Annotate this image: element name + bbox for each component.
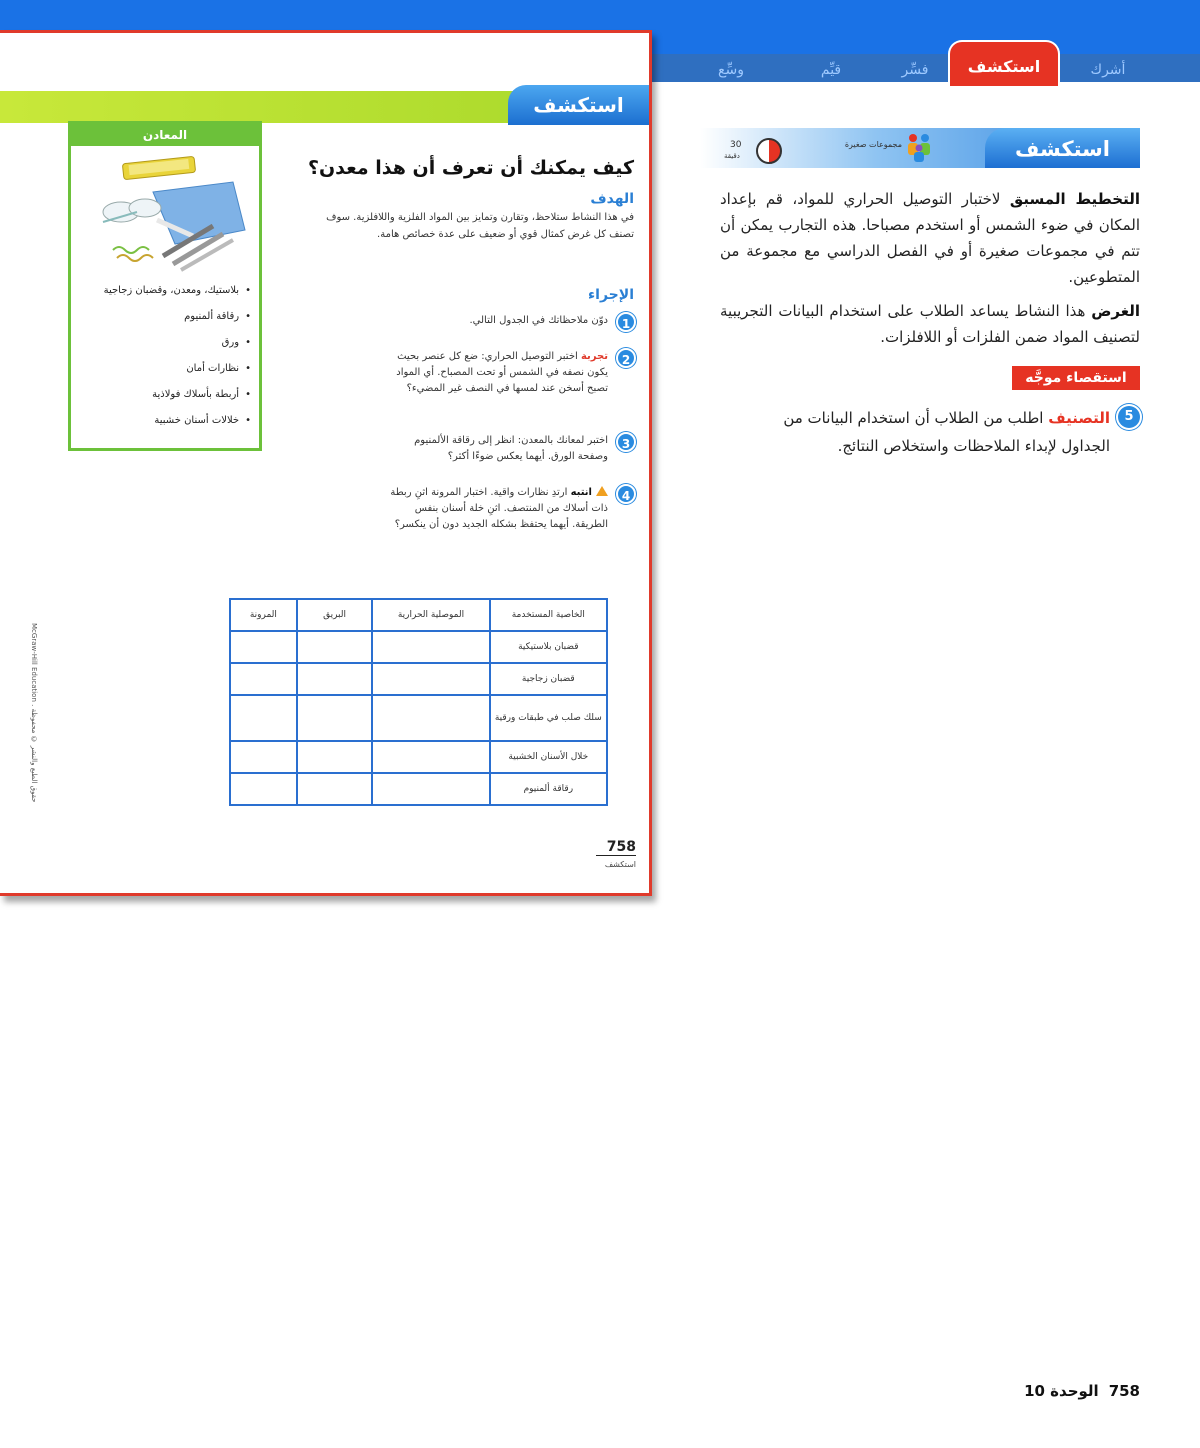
page-number: 758 — [596, 839, 636, 856]
purpose-label: الغرض — [1091, 302, 1140, 320]
materials-list — [81, 284, 251, 440]
teacher-step — [750, 404, 1140, 460]
table-cell-empty[interactable] — [297, 695, 373, 741]
procedure-step — [384, 349, 634, 397]
step-number: 3 — [616, 432, 636, 452]
materials-photo — [83, 152, 253, 278]
tab-extend[interactable]: وسِّع — [718, 62, 744, 78]
list-item: • ورق — [81, 336, 251, 350]
table-cell-empty[interactable] — [297, 773, 373, 805]
guided-inquiry-tag: استقصاء موجَّه — [1012, 366, 1140, 390]
step-number: 5 — [1118, 406, 1140, 428]
table-cell-empty[interactable] — [230, 773, 297, 805]
goal-heading: الهدف — [590, 191, 634, 207]
procedure-step — [384, 313, 634, 329]
table-cell: خلال الأسنان الخشبية — [490, 741, 607, 773]
table-cell-empty[interactable] — [372, 631, 489, 663]
table-header: الموصلية الحرارية — [372, 599, 489, 631]
table-header: البريق — [297, 599, 373, 631]
step-number: 2 — [616, 348, 636, 368]
table-cell-empty[interactable] — [297, 631, 373, 663]
timer-icon — [756, 138, 782, 164]
table-row — [230, 631, 607, 663]
list-item: • نظارات أمان — [81, 362, 251, 376]
step-text: اختبر التوصيل الحراري: ضع كل عنصر بحيث يكون نصفه في الشمس أو تحت المصباح. أي المواد تصبح أسخن عند لمسها في النصف غير المضيء؟ — [396, 351, 608, 394]
list-item: • أربطة بأسلاك فولاذية — [81, 388, 251, 402]
table-cell-empty[interactable] — [372, 741, 489, 773]
page-footer-label: استكشف — [604, 860, 636, 869]
table-row — [230, 695, 607, 741]
table-row — [230, 663, 607, 695]
step-text: اختبر لمعانك بالمعدن: انظر إلى رقاقة الألمنيوم وصفحة الورق. أيهما يعكس ضوءًا أكثر؟ — [414, 435, 608, 462]
materials-title: المعادن — [71, 124, 259, 146]
teacher-banner: استكشف — [985, 128, 1140, 168]
table-header: المرونة — [230, 599, 297, 631]
table-cell-empty[interactable] — [372, 695, 489, 741]
table-cell: رقاقة ألمنيوم — [490, 773, 607, 805]
table-cell: قضبان زجاجية — [490, 663, 607, 695]
materials-box — [68, 121, 262, 451]
small-groups-label: مجموعات صغيرة — [844, 140, 902, 149]
page-banner: استكشف — [508, 85, 649, 125]
tab-explore[interactable]: استكشف — [948, 40, 1060, 86]
purpose-text: هذا النشاط يساعد الطلاب على استخدام البيانات التجريبية لتصنيف المواد ضمن الفلزات أو اللافلزات. — [720, 302, 1140, 346]
step-keyword: التصنيف — [1048, 409, 1110, 427]
step-text: ارتدِ نظارات واقية. اختبار المرونة اثنِ ربطة ذات أسلاك من المنتصف. اثنِ خلة أسنان بنفس الطريقة. أيهما يحتفظ بشكله الجديد دون أن ينكسر؟ — [390, 487, 608, 530]
table-cell-empty[interactable] — [230, 631, 297, 663]
goal-text: في هذا النشاط ستلاحظ، وتقارن وتمايز بين المواد الفلزية واللافلزية. سوف تصنف كل غرض كمثال قوي أو ضعيف على عدة خصائص هامة. — [326, 212, 634, 240]
list-item: • رقاقة ألمنيوم — [81, 310, 251, 324]
table-row — [230, 773, 607, 805]
copyright-credit: McGraw-Hill Education . حقوق الطبع والنشر © محفوظة — [30, 623, 38, 803]
step-text: دوّن ملاحظاتك في الجدول التالي. — [469, 315, 608, 326]
footer-page-number: 758 — [1108, 1382, 1140, 1400]
procedure-heading: الإجراء — [588, 287, 634, 303]
table-cell: قضبان بلاستيكية — [490, 631, 607, 663]
step-number: 4 — [616, 484, 636, 504]
step-keyword: انتبه — [570, 487, 592, 498]
table-cell: سلك صلب في طبقات ورقية — [490, 695, 607, 741]
student-page — [0, 30, 652, 896]
procedure-step — [384, 485, 634, 533]
table-cell-empty[interactable] — [297, 663, 373, 695]
time-value: 30 — [730, 140, 742, 150]
table-cell-empty[interactable] — [230, 741, 297, 773]
caution-icon — [596, 486, 608, 496]
step-number: 1 — [616, 312, 636, 332]
planning-paragraph — [720, 186, 1140, 290]
page-footer — [1014, 1382, 1140, 1400]
planning-text: لاختبار التوصيل الحراري للمواد، قم بإعداد المكان في ضوء الشمس أو استخدم مصباحا. هذه التجارب يمكن أن تتم في مجموعات صغيرة أو في الفصل الدراسي مع مجموعة من المتطوعين. — [720, 190, 1140, 286]
observation-table — [229, 598, 608, 806]
table-cell-empty[interactable] — [372, 663, 489, 695]
tab-engage[interactable]: أشرك — [1090, 62, 1126, 78]
table-cell-empty[interactable] — [297, 741, 373, 773]
table-header-row — [230, 599, 607, 631]
list-item: • خلالات أسنان خشبية — [81, 414, 251, 428]
page-title: كيف يمكنك أن تعرف أن هذا معدن؟ — [307, 157, 634, 179]
planning-label: التخطيط المسبق — [1009, 190, 1140, 208]
step-keyword: تجربة — [580, 351, 608, 362]
list-item: • بلاستيك، ومعدن، وقضبان زجاجية — [81, 284, 251, 298]
small-groups-icon — [906, 132, 932, 162]
tab-evaluate[interactable]: قيِّم — [820, 62, 842, 78]
tab-explain[interactable]: فسِّر — [901, 62, 929, 78]
footer-unit: الوحدة 10 — [1024, 1382, 1099, 1400]
table-cell-empty[interactable] — [230, 695, 297, 741]
table-header: الخاصية المستخدمة — [490, 599, 607, 631]
procedure-step — [384, 433, 634, 465]
table-cell-empty[interactable] — [230, 663, 297, 695]
time-unit: دقيقة — [724, 152, 740, 160]
purpose-paragraph — [720, 298, 1140, 350]
table-cell-empty[interactable] — [372, 773, 489, 805]
table-row — [230, 741, 607, 773]
step-text: اطلب من الطلاب أن استخدام البيانات من الجداول لإبداء الملاحظات واستخلاص النتائج. — [783, 409, 1110, 455]
